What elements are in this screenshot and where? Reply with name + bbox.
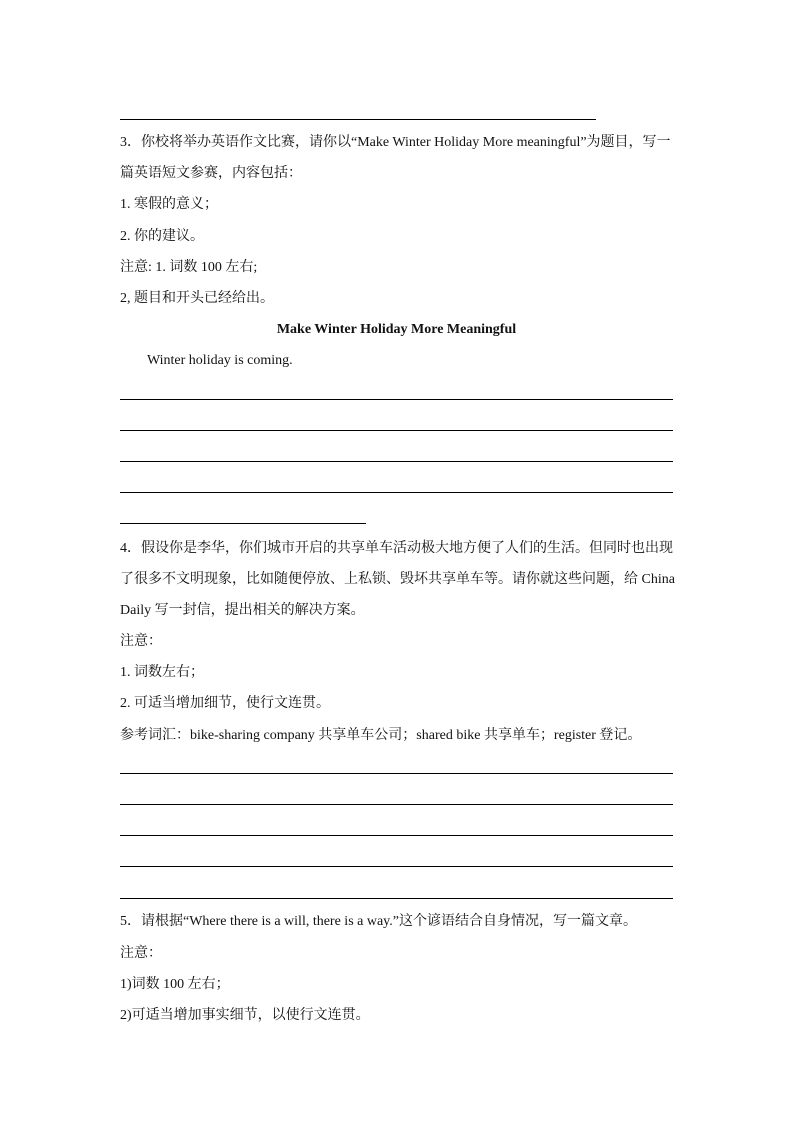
q3-prompt-line1: 3．你校将举办英语作文比赛，请你以“Make Winter Holiday More meaningful”为题目，写一 — [120, 135, 671, 150]
q4-note-label: 注意： — [120, 634, 162, 649]
q4-prompt-line3: Daily 写一封信，提出相关的解决方案。 — [120, 603, 365, 618]
answer-line — [120, 399, 673, 400]
q4-prompt-line2: 了很多不文明现象，比如随便停放、上私锁、毁坏共享单车等。请你就这些问题，给 China — [120, 572, 675, 587]
answer-line — [120, 898, 673, 899]
answer-line — [120, 461, 673, 462]
q3-note: 注意: 1. 词数 100 左右; — [120, 260, 258, 275]
q3-essay-start: Winter holiday is coming. — [147, 353, 293, 368]
q4-item-2: 2. 可适当增加细节，使行文连贯。 — [120, 696, 330, 711]
q5-item-1: 1)词数 100 左右； — [120, 977, 230, 992]
answer-line — [120, 866, 673, 867]
q4-vocab: 参考词汇：bike-sharing company 共享单车公司；shared bike 共享单车；register 登记。 — [120, 728, 642, 743]
q5-prompt: 5．请根据“Where there is a will, there is a way.”这个谚语结合自身情况，写一篇文章。 — [120, 914, 637, 929]
q5-item-2: 2)可适当增加事实细节，以使行文连贯。 — [120, 1008, 370, 1023]
answer-line — [120, 119, 596, 120]
q3-prompt-line2: 篇英语短文参赛，内容包括： — [120, 166, 302, 181]
q3-item-2: 2. 你的建议。 — [120, 229, 204, 244]
q4-prompt-line1: 4．假设你是李华，你们城市开启的共享单车活动极大地方便了人们的生活。但同时也出现 — [120, 541, 673, 556]
answer-line — [120, 430, 673, 431]
q3-item-1: 1. 寒假的意义； — [120, 197, 218, 212]
answer-line — [120, 804, 673, 805]
q5-note-label: 注意： — [120, 946, 162, 961]
answer-line — [120, 835, 673, 836]
q3-note-2: 2, 题目和开头已经给出。 — [120, 291, 274, 306]
q3-essay-title: Make Winter Holiday More Meaningful — [276, 322, 517, 337]
answer-line — [120, 492, 673, 493]
q4-item-1: 1. 词数左右； — [120, 665, 204, 680]
answer-line — [120, 773, 673, 774]
answer-line — [120, 523, 366, 524]
